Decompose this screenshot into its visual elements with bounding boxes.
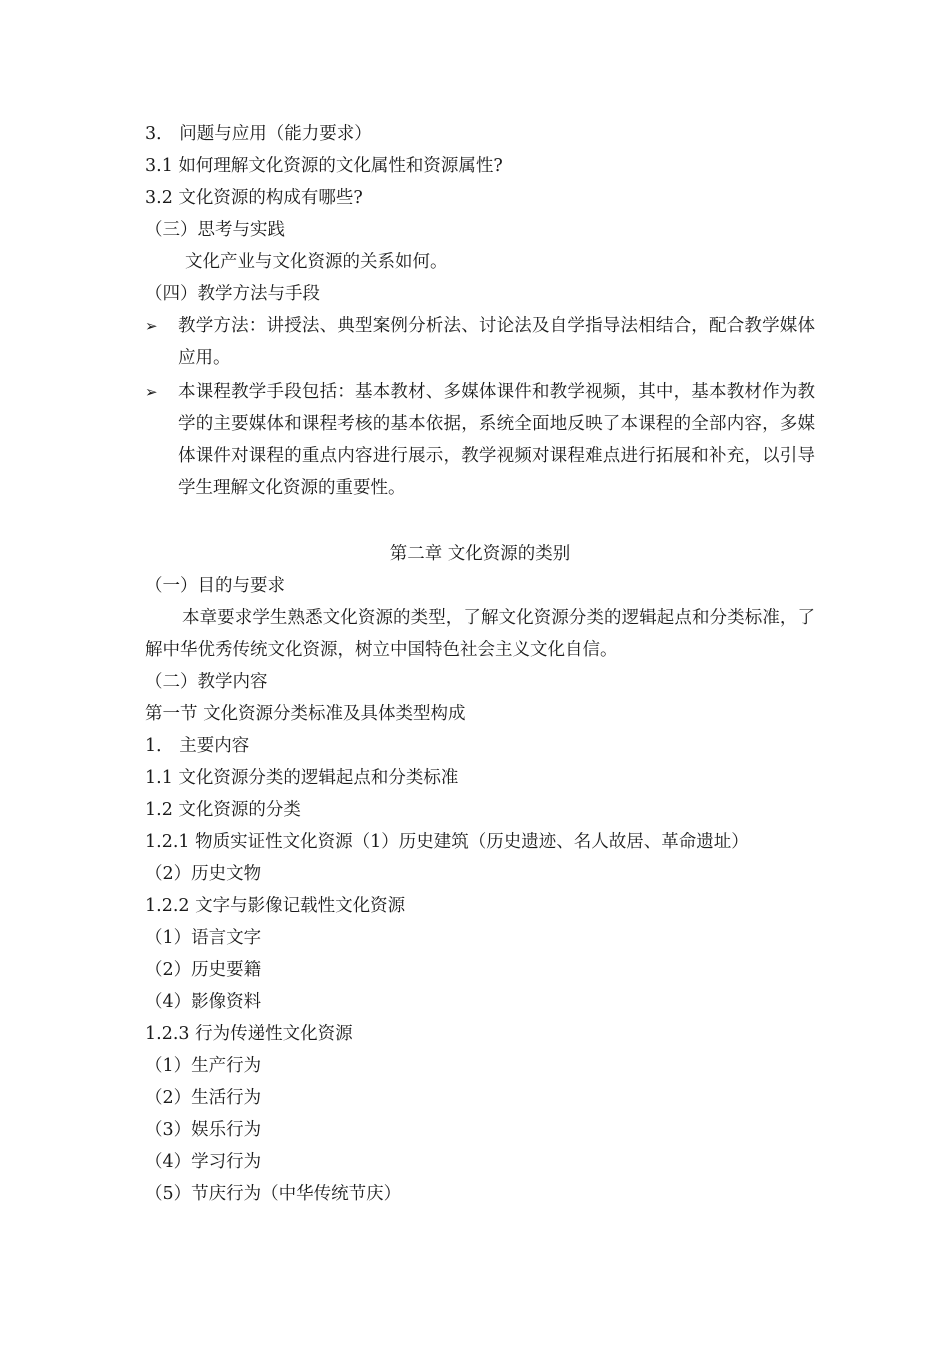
question-3-2: 3.2 文化资源的构成有哪些? — [145, 188, 363, 208]
bullet-text: 本课程教学手段包括：基本教材、多媒体课件和教学视频，其中，基本教材作为教学的主要媒体和课程考核的基本依据，系统全面地反映了本课程的全部内容，多媒体课件对课程的重点内容进行展示，教学视频对课程难点进行拓展和补充，以引导学生理解文化资源的重要性。 — [178, 382, 815, 498]
list-item: （3）娱乐行为 — [145, 1120, 262, 1140]
item-1-2-1-b: （2）历史文物 — [145, 864, 262, 884]
list-item: （1）生产行为 — [145, 1056, 262, 1076]
item-1-2-1: 1.2.1 物质实证性文化资源（1）历史建筑（历史遗迹、名人故居、革命遗址） — [145, 832, 749, 852]
item-1-2-3: 1.2.3 行为传递性文化资源 — [145, 1024, 353, 1044]
practice-body: 文化产业与文化资源的关系如何。 — [185, 252, 448, 272]
heading-practice: （三）思考与实践 — [145, 220, 285, 240]
list-item: （2）生活行为 — [145, 1088, 262, 1108]
heading-goals: （一）目的与要求 — [145, 576, 285, 596]
arrow-bullet-icon: ➢ — [145, 383, 158, 401]
item-1-2: 1.2 文化资源的分类 — [145, 800, 301, 820]
heading-teaching-content: （二）教学内容 — [145, 672, 268, 692]
list-item: （1）语言文字 — [145, 928, 262, 948]
list-item: （4）学习行为 — [145, 1152, 262, 1172]
list-item: （4）影像资料 — [145, 992, 262, 1012]
arrow-bullet-icon: ➢ — [145, 317, 158, 335]
list-item: （2）历史要籍 — [145, 960, 262, 980]
bullet-teaching-means — [145, 376, 815, 504]
question-3-1: 3.1 如何理解文化资源的文化属性和资源属性? — [145, 156, 503, 176]
item-1-1: 1.1 文化资源分类的逻辑起点和分类标准 — [145, 768, 459, 788]
bullet-text: 教学方法：讲授法、典型案例分析法、讨论法及自学指导法相结合，配合教学媒体应用。 — [178, 316, 815, 368]
goals-paragraph: 本章要求学生熟悉文化资源的类型，了解文化资源分类的逻辑起点和分类标准，了解中华优秀传统文化资源，树立中国特色社会主义文化自信。 — [145, 608, 815, 660]
list-item: （5）节庆行为（中华传统节庆） — [145, 1184, 402, 1204]
bullet-teaching-methods — [145, 310, 815, 374]
section-heading-problems: 3． 问题与应用（能力要求） — [145, 124, 372, 144]
document-body — [145, 118, 815, 1210]
item-1-2-2: 1.2.2 文字与影像记载性文化资源 — [145, 896, 406, 916]
section-1-title: 第一节 文化资源分类标准及具体类型构成 — [145, 704, 466, 724]
heading-methods: （四）教学方法与手段 — [145, 284, 320, 304]
chapter-title: 第二章 文化资源的类别 — [389, 544, 571, 564]
main-content-heading: 1． 主要内容 — [145, 736, 250, 756]
